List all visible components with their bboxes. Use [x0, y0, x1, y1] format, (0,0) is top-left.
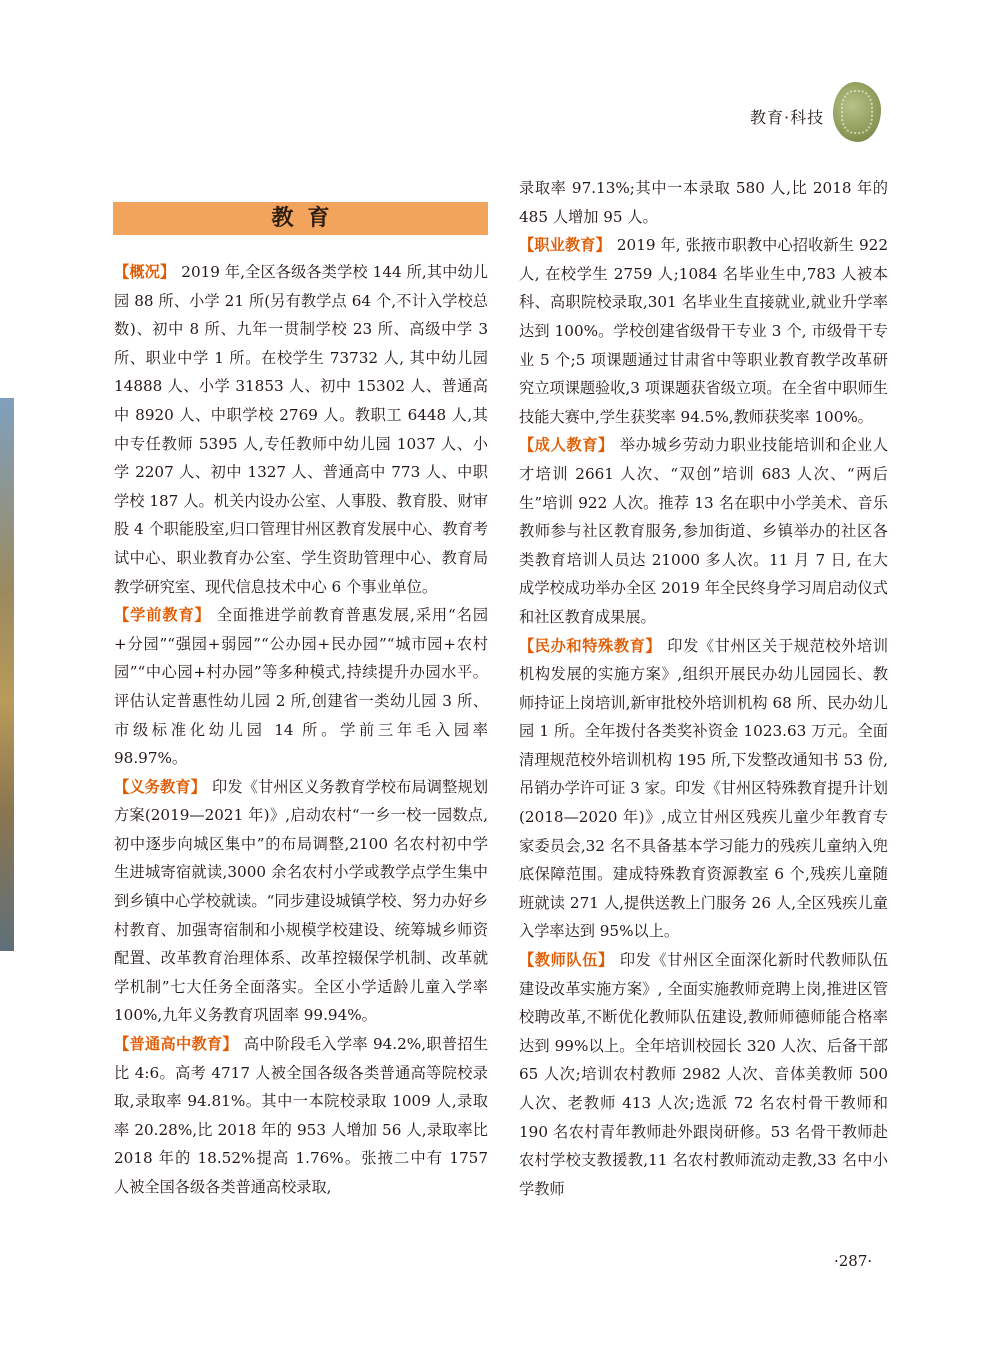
paragraph-tag: 【学前教育】 [114, 606, 211, 625]
section-title: 教育 [271, 206, 344, 231]
paragraph-text: 印发《甘州区关于规范校外培训机构发展的实施方案》,组织开展民办幼儿园园长、教师持证上岗培训,新审批校外培训机构 68 所、民办幼儿园 1 所。全年拨付各类奖补资金 1023.63 万元。全面清理规范校外培训机构 195 所,下发整改通知书 53 份,吊销办学许可证 3 家。印发《甘州区特殊教育提升计划(2018—2020 年)》,成立甘州区残疾儿童少年教育专家委员会,32 名不具备基本学习能力的残疾儿童纳入兜底保障范围。建成特殊教育资源教室 6 个,残疾儿童随班就读 271 人,提供送教上门服务 26 人,全区残疾儿童入学率达到 95%以上。 [519, 636, 889, 941]
section-title-bar [113, 202, 488, 235]
paragraph-text: 举办城乡劳动力职业技能培训和企业人才培训 2661 人次、“双创”培训 683 人次、“两后生”培训 922 人次。推荐 13 名在职中小学美术、音乐教师参与社区教育服务,参加街道、乡镇举办的社区各类教育培训人员达 21000 多人次。11 月 7 日, 在大成学校成功举办全区 2019 年全民终身学习周启动仪式和社区教育成果展。 [519, 436, 889, 626]
running-header: 教育·科技 [750, 108, 825, 127]
paragraph-highschool [114, 1030, 488, 1202]
page-number: ·287· [834, 1252, 873, 1270]
paragraph-continued [519, 174, 888, 231]
paragraph-text: 2019 年, 张掖市职教中心招收新生 922 人, 在校学生 2759 人;1084 名毕业生中,783 人被本科、高职院校录取,301 名毕业生直接就业,就业升学率达到 100%。学校创建省级骨干专业 3 个, 市级骨干专业 5 个;5 项课题通过甘肃省中等职业教育教学改革研究立项课题验收,3 项课题获省级立项。在全省中职师生技能大赛中,学生获奖率 94.5%,教师获奖率 100%。 [519, 236, 888, 426]
paragraph-adult [519, 431, 888, 631]
paragraph-tag: 【普通高中教育】 [114, 1035, 238, 1054]
paragraph-tag: 【民办和特殊教育】 [519, 636, 662, 655]
paragraph-text: 印发《甘州区全面深化新时代教师队伍建设改革实施方案》, 全面实施教师竞聘上岗,推进区管校聘改革,不断优化教师队伍建设,教师师德师能合格率达到 99%以上。全年培训校园长 320 人次、后备干部 65 人次;培训农村教师 2982 人次、音体美教师 500 人次、老教师 413 人次;选派 72 名农村骨干教师和 190 名农村青年教师赴外跟岗研修。53 名骨干教师赴农村学校支教援教,11 名农村教师流动走教,33 名中小学教师 [519, 951, 889, 1198]
paragraph-teachers [519, 946, 888, 1203]
paragraph-overview [114, 258, 488, 601]
paragraph-text: 录取率 97.13%;其中一本录取 580 人,比 2018 年的 485 人增加 95 人。 [519, 179, 888, 226]
paragraph-compulsory [114, 773, 488, 1030]
paragraph-tag: 【成人教育】 [519, 436, 614, 455]
paragraph-text: 高中阶段毛入学率 94.2%,职普招生比 4:6。高考 4717 人被全国各级各类普通高等院校录取,录取率 94.81%。其中一本院校录取 1009 人,录取率 20.28%,比 2018 年的 953 人增加 56 人,录取率比 2018 年的 18.52%提高 1.76%。张掖二中有 1757 人被全国各级各类普通高校录取, [114, 1035, 489, 1196]
paragraph-text: 印发《甘州区义务教育学校布局调整规划方案(2019—2021 年)》,启动农村“一乡一校一园数点,初中逐步向城区集中”的布局调整,2100 名农村初中学生进城寄宿就读,3000 余名农村小学或教学点学生集中到乡镇中心学校就读。“同步建设城镇学校、努力办好乡村教育、加强寄宿制和小规模学校建设、统筹城乡师资配置、改革教育治理体系、改革控辍保学机制、改革就学机制”七大任务全面落实。全区小学适龄儿童入学率 100%,九年义务教育巩固率 99.94%。 [114, 777, 489, 1025]
paragraph-private-special [519, 632, 888, 947]
paragraph-tag: 【概况】 [114, 263, 176, 281]
paragraph-tag: 【教师队伍】 [519, 951, 614, 970]
paragraph-vocational [519, 231, 888, 431]
paragraph-text: 全面推进学前教育普惠发展,采用“名园+分园”“强园+弱园”“公办园+民办园”“城市园+农村园”“中心园+村办园”等多种模式,持续提升办园水平。评估认定普惠性幼儿园 2 所,创建省一类幼儿园 3 所、市级标准化幼儿园 14 所。学前三年毛入园率 98.97%。 [114, 606, 489, 768]
paragraph-tag: 【义务教育】 [114, 777, 207, 796]
right-column [519, 174, 888, 1203]
seal-stamp-icon [833, 82, 881, 142]
paragraph-tag: 【职业教育】 [519, 236, 611, 255]
side-photo-strip [0, 398, 14, 951]
left-column [114, 258, 488, 1202]
paragraph-preschool [114, 601, 488, 773]
paragraph-text: 2019 年,全区各级各类学校 144 所,其中幼儿园 88 所、小学 21 所(另有教学点 64 个,不计入学校总数)、初中 8 所、九年一贯制学校 23 所、高级中学 3 所、职业中学 1 所。在校学生 73732 人, 其中幼儿园 14888 人、小学 31853 人、初中 15302 人、普通高中 8920 人、中职学校 2769 人。教职工 6448 人,其中专任教师 5395 人,专任教师中幼儿园 1037 人、小学 2207 人、初中 1327 人、普通高中 773 人、中职学校 187 人。机关内设办公室、人事股、教育股、财审股 4 个职能股室,归口管理甘州区教育发展中心、教育考试中心、职业教育办公室、学生资助管理中心、教育局教学研究室、现代信息技术中心 6 个事业单位。 [114, 263, 489, 596]
